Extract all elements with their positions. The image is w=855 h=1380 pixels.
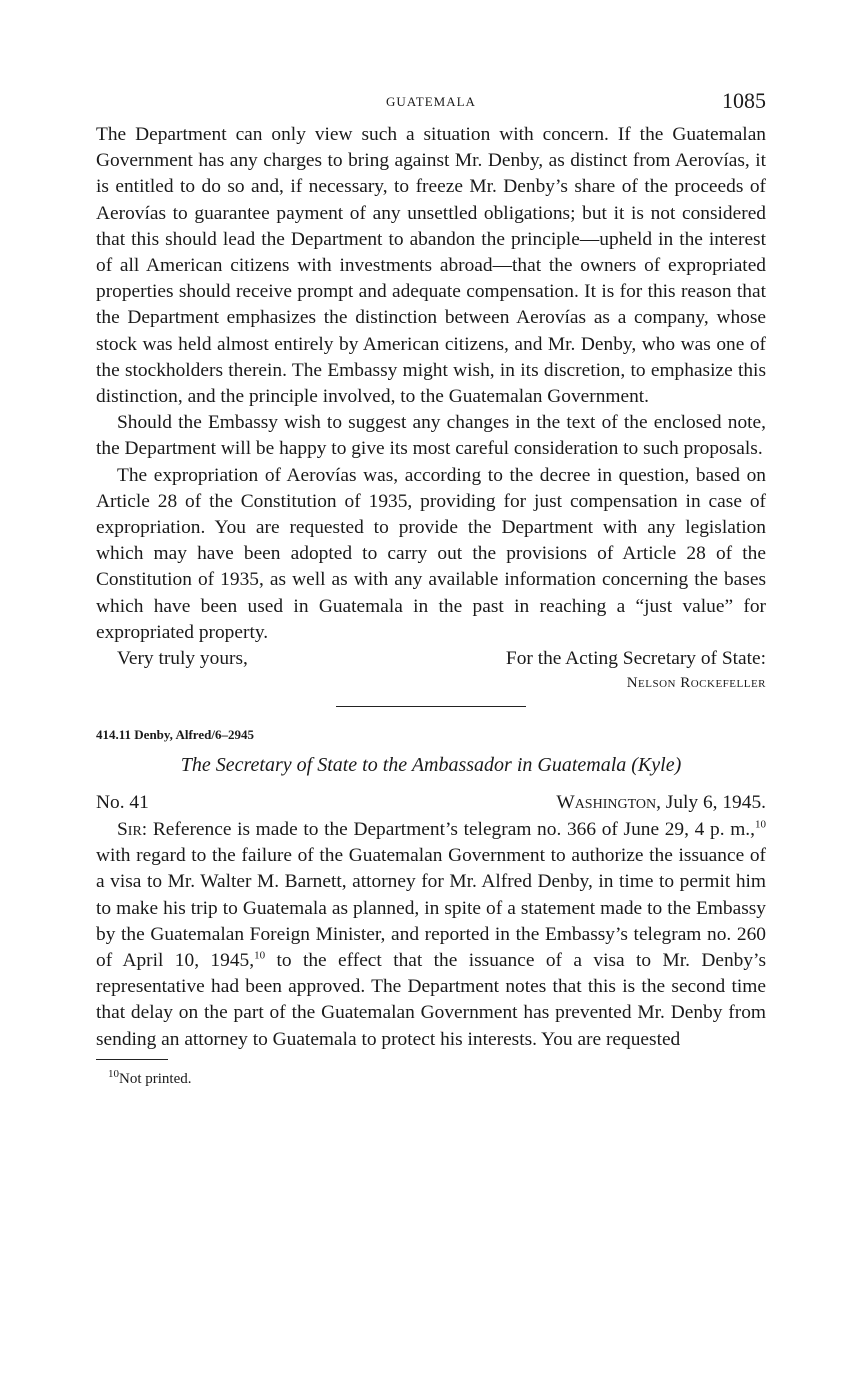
title-name: Kyle (637, 754, 675, 777)
letter-body (96, 817, 766, 1053)
paragraph-2: Should the Embassy wish to suggest any changes in the text of the enclosed note, the Department will be happy to give its most careful consideration to such proposals. (96, 412, 766, 460)
place-date (556, 789, 766, 817)
signer-line: For the Acting Secretary of State: (505, 648, 766, 670)
closing-salutation: Very truly yours, (117, 648, 248, 670)
date: , July 6, 1945. (656, 792, 766, 814)
body-part-c: to the effect that the issuance of a visa to Mr. Denby’s representative had been approved. The Department notes that this is the second time that delay on the part of the Guatemalan Government has prevented Mr. Denby from sending an attorney to Guatemala to protect his interests. You are requested (96, 950, 766, 1050)
file-number: 414.11 Denby, Alfred/6–2945 (96, 727, 254, 743)
footnote (108, 1067, 766, 1088)
paragraph-1: The Department can only view such a situation with concern. If the Guatemalan Government has any charges to bring against Mr. Denby, as distinct from Aerovías, it is entitled to do so and, if necessary, to freeze Mr. Denby’s share of the proceeds of Aerovías to guarantee payment of any unsettled obligations; but it is not considered that this should lead the Department to abandon the principle—upheld in the interest of all American citizens with investments abroad—that the owners of expropriated properties should receive prompt and adequate compensation. It is for this reason that the Department emphasizes the distinction between Aerovías as a company, whose stock was held almost entirely by American citizens, and Mr. Denby, who was one of the stockholders therein. The Embassy might wish, in its discretion, to emphasize this distinction, and the principle involved, to the Guatemalan Government. (96, 124, 766, 408)
body-part-b: with regard to the failure of the Guatemalan Government to authorize the issuance of a visa to Mr. Walter M. Barnett, attorney for Mr. Alfred Denby, in time to permit him to make his trip to Guatemala as planned, in spite of a statement made to the Embassy by the Guatemalan Foreign Minister, and reported in the Embassy’s telegram no. 260 of April 10, 1945, (96, 845, 766, 972)
page-header (96, 86, 766, 122)
letter-salutation: Sir (117, 819, 142, 841)
title-main: The Secretary of State to the Ambassador in Guatemala ( (180, 754, 638, 777)
title-end: ) (674, 754, 682, 777)
footnote-text: Not printed. (119, 1070, 192, 1087)
footnote-marker: 10 (108, 1067, 119, 1080)
footnote-rule (96, 1059, 168, 1060)
signature: Nelson Rockefeller (626, 675, 766, 692)
document-title (96, 751, 766, 779)
footnote-ref-2: 10 (254, 949, 266, 962)
body-part-a: : Reference is made to the Department’s telegram no. 366 of June 29, 4 p. m., (141, 819, 755, 841)
footnote-ref-1: 10 (755, 818, 766, 831)
dateline (96, 789, 766, 817)
page-number: 1085 (722, 88, 766, 113)
section-divider (336, 706, 526, 707)
document-page (96, 86, 766, 1088)
place: Washington (556, 792, 657, 814)
closing-line (96, 646, 766, 672)
paragraph-3: The expropriation of Aerovías was, according to the decree in question, based on Article 28 of the Constitution of 1935, providing for just compensation in case of expropriation. You are requested to provide the Department with any legislation which may have been adopted to carry out the provisions of Article 28 of the Constitution of 1935, as well as with any available information concerning the bases which have been used in Guatemala in the past in reaching a “just value” for expropriated property. (96, 464, 766, 643)
document-number: No. 41 (96, 792, 149, 814)
running-head: GUATEMALA (386, 94, 476, 109)
